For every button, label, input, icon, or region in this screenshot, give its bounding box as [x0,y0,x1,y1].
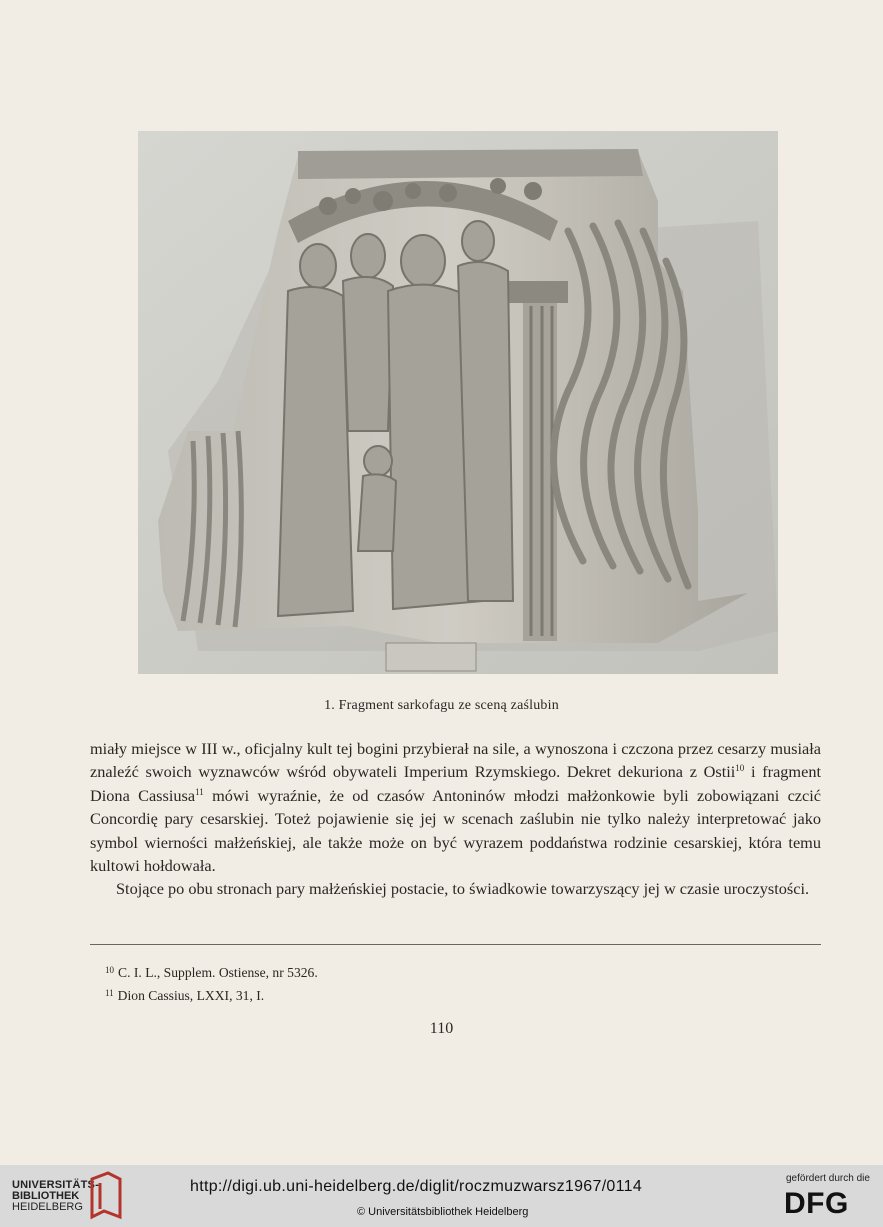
footnote-ref-10: 10 [735,763,745,774]
page-number: 110 [429,1020,454,1037]
logo-line-3: HEIDELBERG [12,1201,83,1213]
ub-book-icon [88,1171,124,1221]
paragraph-1-part-c: mówi wyraźnie, że od czasów Antoninów młodzi małżonkowie byli zobowiązani czcić Concordię pary cesarskiej. Toteż pojawienie się jej w scenach zaślubin nie tylko należy interpretować jako symbol wierności małżeńskiej, ale także może on być wyrazem poddaństwa rodzinie cesarskiej, która temu kultowi hołdowała. [90,785,821,876]
relief-image [138,131,778,674]
footnote-text: Dion Cassius, LXXI, 31, I. [117,988,265,1003]
footnote-11 [105,983,318,1006]
paragraph-2: Stojące po obu stronach pary małżeńskiej postacie, to świadkowie towarzyszący jej w czasie uroczystości. [116,879,810,899]
dfg-label: gefördert durch die [786,1173,870,1184]
logo-line-2: BIBLIOTHEK [12,1190,80,1202]
footnote-ref-11: 11 [195,786,204,797]
footnote-text: C. I. L., Supplem. Ostiense, nr 5326. [118,965,318,980]
footnotes [105,960,318,1006]
paragraph-1-part-a: miały miejsce w III w., oficjalny kult tej bogini przybierał na sile, a wynoszona i czczona przez cesarzy musiała znaleźć swoich wyznawców wśród obywateli Imperium Rzymskiego. Dekret dekuriona z Ostii [90,739,821,782]
paragraph-1-part-b: i fragment Diona Cassiusa [90,762,821,805]
paragraph-1 [90,737,821,877]
sarcophagus-relief-photo [138,131,778,674]
footnote-divider [90,944,821,945]
body-text [90,737,821,901]
footnote-10 [105,960,318,983]
copyright-text: © Universitätsbibliothek Heidelberg [357,1206,529,1218]
figure-caption: 1. Fragment sarkofagu ze sceną zaślubin [324,698,559,713]
university-library-logo[interactable] [12,1180,99,1213]
logo-line-1: UNIVERSITÄTS- [12,1179,99,1191]
footer-bar [0,1165,883,1227]
source-url-link[interactable]: http://digi.ub.uni-heidelberg.de/diglit/roczmuzwarsz1967/0114 [190,1178,643,1195]
dfg-logo[interactable]: DFG [784,1187,849,1220]
footnote-number: 11 [105,988,114,998]
footnote-number: 10 [105,965,114,975]
